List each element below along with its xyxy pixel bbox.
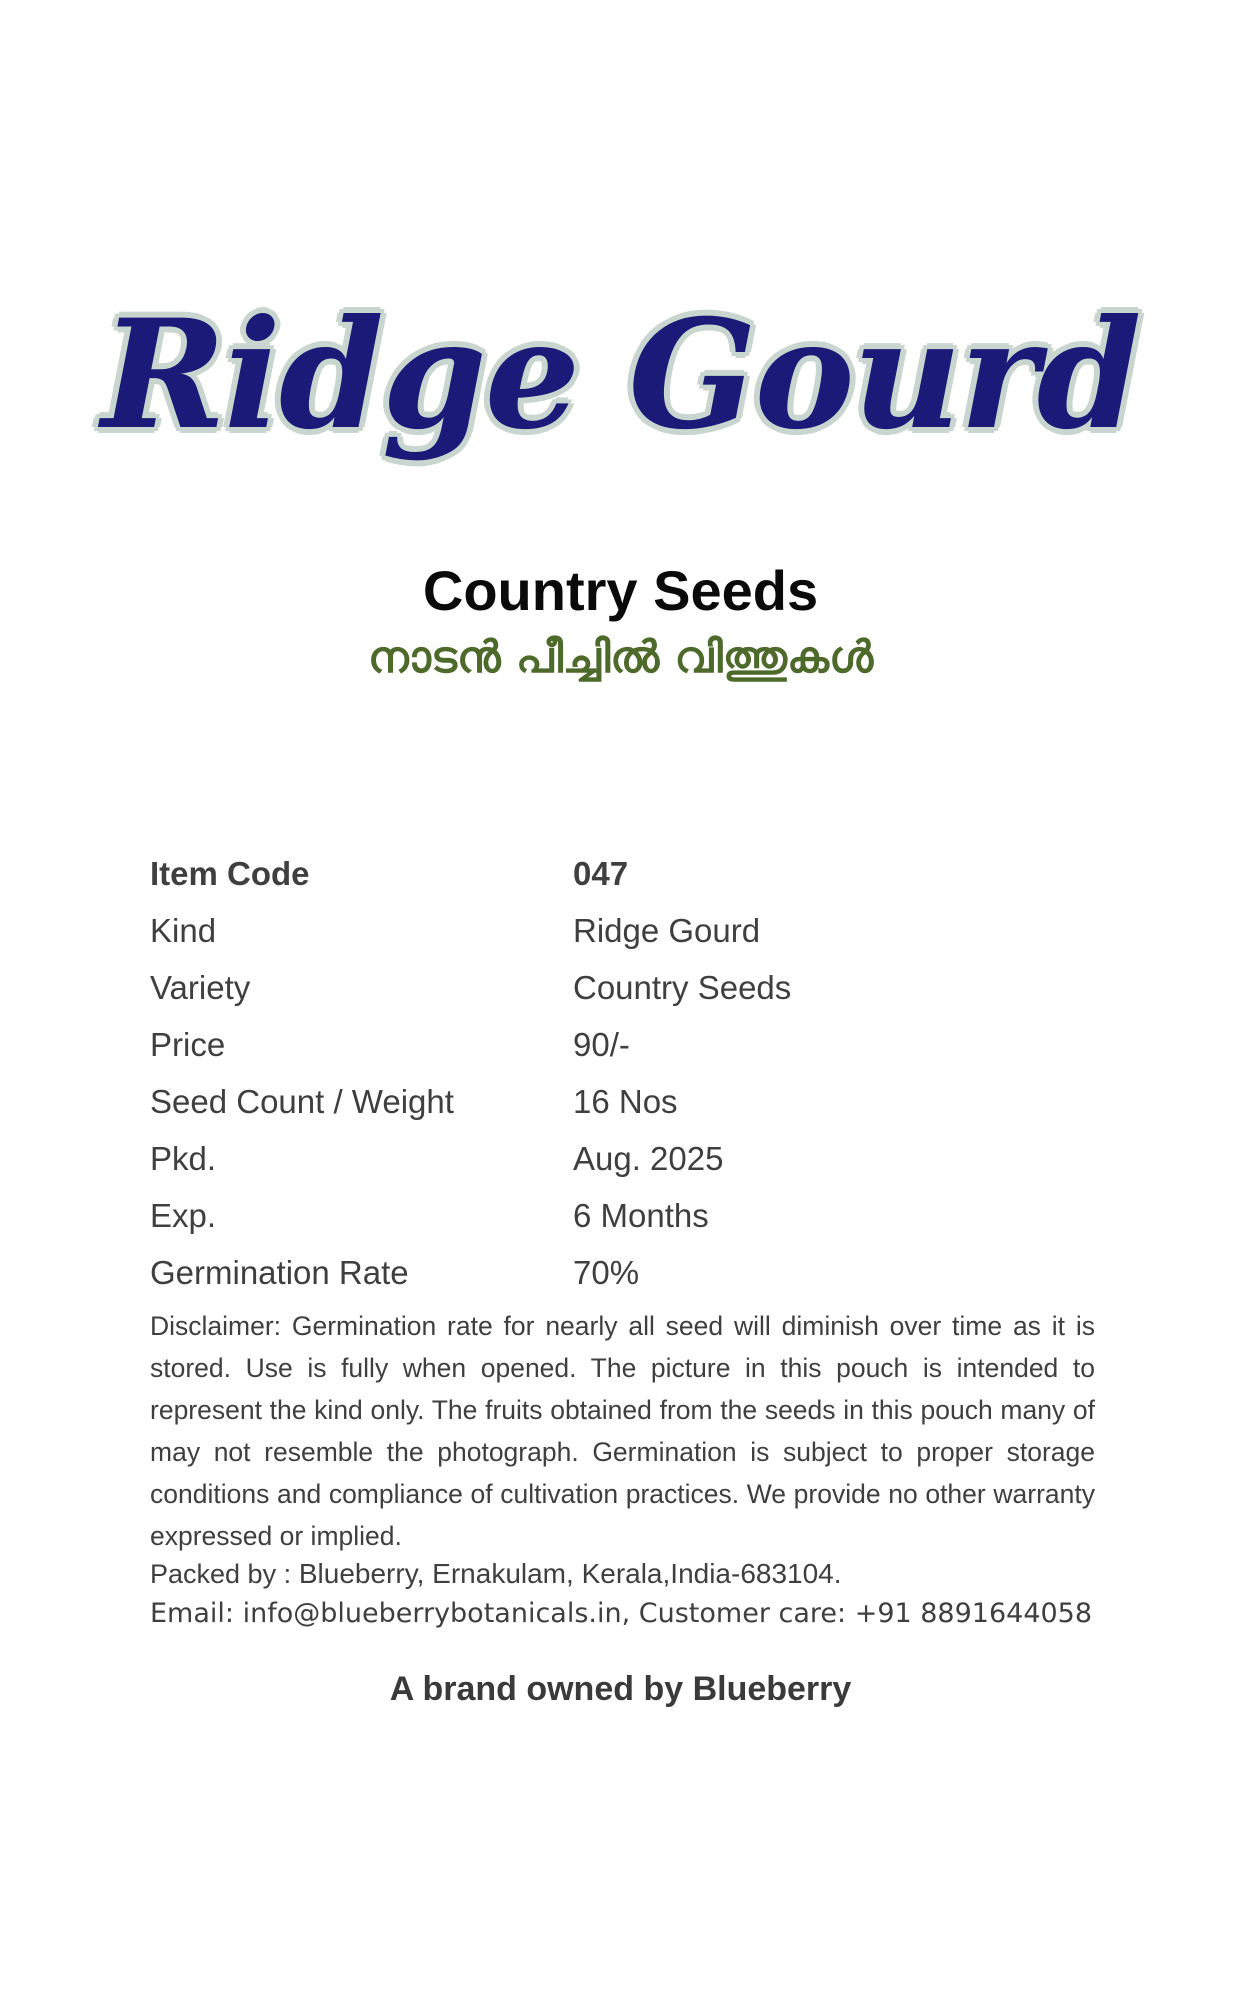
spec-row-packed-date: [150, 1130, 1100, 1187]
spec-label: Seed Count / Weight: [150, 1082, 454, 1120]
spec-value: Ridge Gourd: [573, 911, 761, 949]
spec-row-expiry: [150, 1187, 1100, 1244]
disclaimer-text: Disclaimer: Germination rate for nearly all seed will diminish over time as it is stored. Use is fully when opened. The picture in this pouch is intended to represent the kind only. The fruits obtained from the seeds in this pouch many of may not resemble the photograph. Germination is subject to proper storage conditions and compliance of cultivation practices. We provide no other warranty expressed or implied.: [150, 1311, 1095, 1551]
spec-row-kind: [150, 902, 1100, 959]
spec-value: 047: [573, 854, 629, 892]
spec-value: 16 Nos: [573, 1082, 678, 1120]
product-title-logo: Ridge Gourd: [101, 287, 1140, 463]
spec-row-germination-rate: [150, 1244, 1100, 1301]
spec-label: Pkd.: [150, 1139, 217, 1177]
spec-value: 70%: [573, 1253, 640, 1291]
spec-row-variety: [150, 959, 1100, 1016]
spec-label: Exp.: [150, 1196, 217, 1234]
spec-row-seed-count: [150, 1073, 1100, 1130]
spec-row-price: [150, 1016, 1100, 1073]
spec-row-item-code: [150, 845, 1100, 902]
spec-label: Item Code: [150, 854, 310, 892]
spec-value: 90/-: [573, 1025, 630, 1063]
spec-value: Aug. 2025: [573, 1139, 724, 1177]
spec-label: Kind: [150, 911, 217, 949]
spec-value: 6 Months: [573, 1196, 709, 1234]
contact-info: Email: info@blueberrybotanicals.in, Customer care: +91 8891644058: [150, 1598, 1093, 1629]
packed-by: [150, 1558, 1110, 1590]
product-subtitle: Country Seeds: [422, 559, 819, 622]
packed-by-label: Packed by :: [150, 1559, 292, 1589]
malayalam-title: നാടൻ പീച്ചിൽ വിത്തുകൾ: [367, 632, 874, 683]
brand-line: A brand owned by Blueberry: [389, 1670, 852, 1708]
spec-value: Country Seeds: [573, 968, 792, 1006]
spec-label: Price: [150, 1025, 226, 1063]
spec-table: [150, 845, 1100, 1301]
spec-label: Germination Rate: [150, 1253, 409, 1291]
packed-by-value: Blueberry, Ernakulam, Kerala,India-683104.: [298, 1558, 842, 1589]
spec-label: Variety: [150, 968, 251, 1006]
